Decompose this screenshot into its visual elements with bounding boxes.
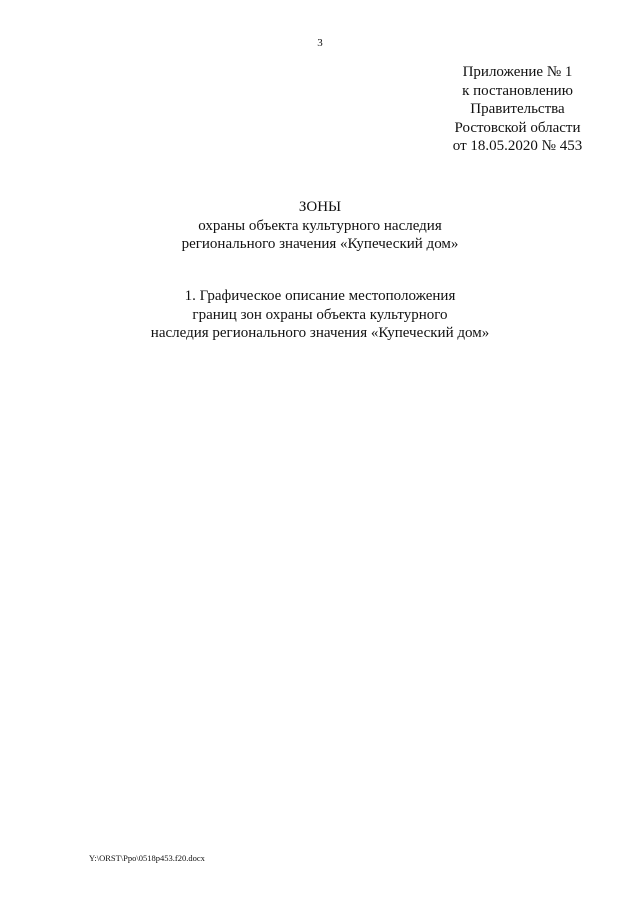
page-number: 3 — [317, 37, 323, 49]
document-title — [0, 198, 640, 254]
footer-file-path: Y:\ORST\Ppo\0518p453.f20.docx — [89, 853, 205, 863]
appendix-line: Правительства — [470, 101, 565, 117]
title-line: охраны объекта культурного наследия — [198, 217, 442, 234]
section-heading — [0, 287, 640, 343]
section-line: 1. Графическое описание местоположения — [184, 288, 456, 304]
appendix-block — [430, 63, 605, 156]
title-heading: ЗОНЫ — [298, 199, 342, 215]
appendix-line: Ростовской области — [454, 119, 581, 136]
section-line: границ зон охраны объекта культурного — [192, 306, 448, 323]
appendix-line: Приложение № 1 — [462, 64, 573, 80]
section-line: наследия регионального значения «Купеческий дом» — [150, 325, 490, 341]
title-line: регионального значения «Купеческий дом» — [181, 236, 459, 252]
appendix-line: к постановлению — [462, 82, 573, 99]
appendix-line: от 18.05.2020 № 453 — [452, 138, 583, 154]
